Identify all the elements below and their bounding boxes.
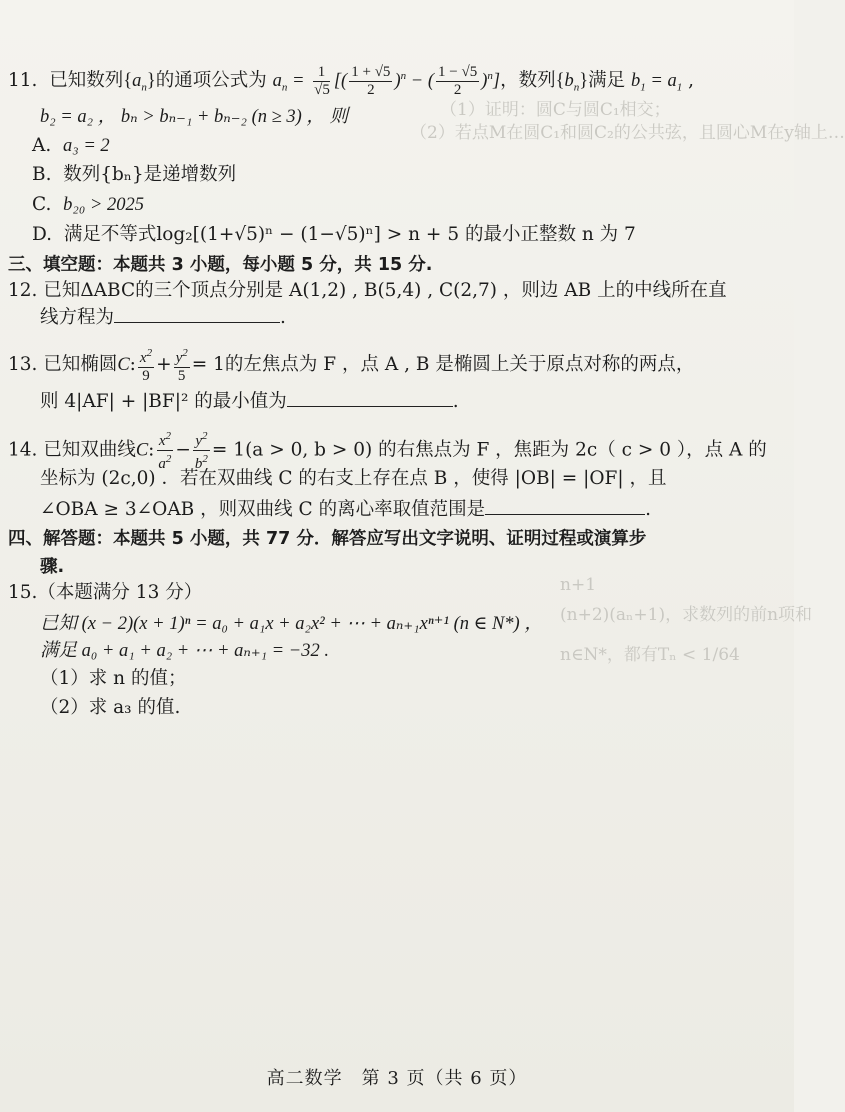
q12-line1: 12. 已知ΔABC的三个顶点分别是 A(1,2) , B(5,4) , C(2,7) ，则边 AB 上的中线所在直 — [8, 280, 727, 301]
q11-option-a: A. a₃ = 2 — [32, 135, 110, 156]
q11-line2: b₂ = a₂ ， bₙ > bₙ₋₁ + bₙ₋₂ (n ≥ 3) ， 则 — [40, 107, 349, 127]
q15-line1: 已知 (x − 2)(x + 1)ⁿ = a₀ + a₁x + a₂x² + ⋯ + aₙ₊₁xⁿ⁺¹ (n ∈ N*) ， — [40, 614, 543, 634]
q12-answer-blank[interactable] — [114, 304, 280, 323]
q13-answer-blank[interactable] — [287, 388, 453, 407]
q15-sub2: （2）求 a₃ 的值. — [40, 697, 181, 718]
q15-line2: 满足 a₀ + a₁ + a₂ + ⋯ + aₙ₊₁ = −32 . — [40, 641, 330, 661]
section-4-heading-cont: 骤. — [40, 557, 65, 577]
section-4-heading: 四、解答题：本题共 5 小题，共 77 分．解答应写出文字说明、证明过程或演算步 — [8, 529, 647, 549]
q15-sub1: （1）求 n 的值； — [40, 668, 187, 689]
bleed-through-text: （2）若点M在圆C₁和圆C₂的公共弦，且圆心M在y轴上… — [410, 123, 845, 143]
q13-line1: 13. 已知椭圆C: $\frac{x^2}{9}$ + $\frac{y^2}{5}$ = 1的左焦点为 F ，点 A , B 是椭圆上关于原点对称的两点， — [8, 347, 695, 384]
section-3-heading: 三、填空题：本题共 3 小题，每小题 5 分，共 15 分. — [8, 255, 433, 275]
bleed-through-text: （1）证明：圆C与圆C₁相交； — [440, 100, 671, 120]
q14-line3: ∠OBA ≥ 3∠OAB ，则双曲线 C 的离心率取值范围是 . — [40, 496, 651, 523]
q11-number: 11. — [8, 70, 38, 92]
q14-answer-blank[interactable] — [485, 496, 645, 515]
q11-option-c: C. b₂₀ > 2025 — [32, 194, 145, 215]
q13-line2: 则 4|AF| + |BF|² 的最小值为 . — [40, 388, 459, 415]
bleed-through-text: n+1 — [560, 575, 597, 595]
q14-line2: 坐标为 (2c,0) ．若在双曲线 C 的右支上存在点 B ，使得 |OB| = |OF| ，且 — [40, 468, 667, 489]
q11-option-d: D. 满足不等式log₂[(1+√5)ⁿ − (1−√5)ⁿ] > n + 5 的最小正整数 n 为 7 — [32, 224, 636, 245]
q11-formula: $a_n$ = $\frac{1}{√5}$ [( $\frac{1 + √5}{2}$ )$^n$ − ( $\frac{1 - √5}{2}$ )$^n$] — [272, 64, 501, 99]
q11-option-b: B. 数列{bₙ}是递增数列 — [32, 164, 237, 185]
q11-line1: 11. 已知数列$\{a_n\}$的通项公式为 $a_n$ = $\frac{1}{√5}$ [( $\frac{1 + √5}{2}$ )$^n$ − ( $\frac{1 - √5}{2}$ )$^n$]，数列$\{b_n\}$满足 $b_1 = a_1$ , — [8, 64, 695, 99]
q14-line1: 14. 已知双曲线C: $\frac{x^2}{a^2}$ − $\frac{y^2}{b^2}$ = 1(a > 0, b > 0) 的右焦点为 F ，焦距为 2c（ c > 0 ），点 A 的 — [8, 430, 767, 472]
q15-header: 15.（本题满分 13 分） — [8, 582, 203, 603]
bleed-through-text: n∈N*，都有Tₙ < 1/64 — [560, 645, 740, 665]
page-footer: 高二数学 第 3 页（共 6 页） — [266, 1068, 528, 1089]
q12-line2: 线方程为 . — [40, 304, 286, 331]
bleed-through-text: (n+2)(aₙ+1)，求数列的前n项和 — [560, 605, 813, 625]
